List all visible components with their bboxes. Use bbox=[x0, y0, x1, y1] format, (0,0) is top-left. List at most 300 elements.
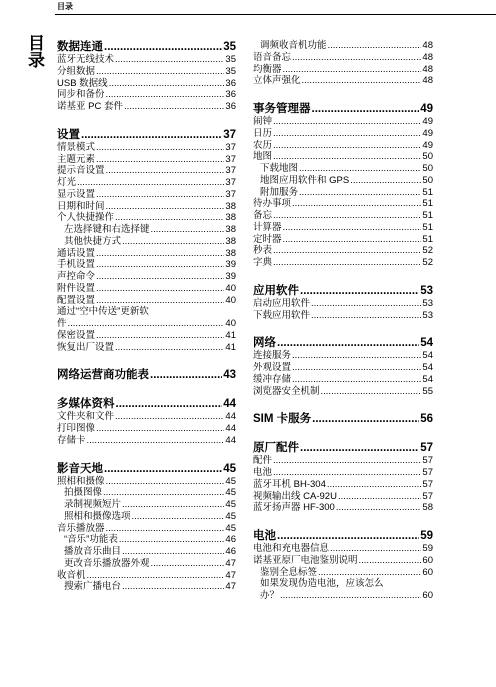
toc-entry-title: 同步和备份 bbox=[57, 89, 105, 101]
toc-dot-leader bbox=[273, 140, 421, 152]
toc-entry-page: 53 bbox=[422, 297, 433, 309]
toc-entry-title: 个人快捷操作 bbox=[57, 212, 115, 224]
toc-entry-title-line: 如果发现伪造电池，应该怎么 bbox=[260, 578, 384, 590]
toc-entry-title: 视频输出线 CA-92U bbox=[253, 490, 337, 502]
page-header-title: 目录 bbox=[57, 2, 73, 11]
toc-dot-leader bbox=[277, 529, 419, 543]
toc-entry[interactable] bbox=[253, 350, 433, 362]
toc-entry-title: 灯光 bbox=[57, 177, 77, 188]
toc-entry-title-line: 通过“空中传送”更新软 bbox=[57, 306, 149, 318]
toc-entry[interactable] bbox=[57, 259, 236, 271]
toc-subentry[interactable] bbox=[57, 511, 236, 523]
toc-dot-leader bbox=[273, 210, 421, 222]
toc-dot-leader bbox=[359, 555, 422, 567]
toc-entry-page: 50 bbox=[422, 174, 433, 186]
toc-dot-leader bbox=[106, 476, 225, 488]
toc-entry-page: 36 bbox=[225, 101, 236, 112]
toc-dot-leader bbox=[299, 163, 421, 175]
toc-entry-page: 39 bbox=[225, 271, 236, 282]
toc-entry-page: 52 bbox=[422, 257, 433, 268]
toc-subentry[interactable] bbox=[57, 546, 236, 558]
toc-entry[interactable] bbox=[57, 342, 236, 354]
toc-subentry[interactable] bbox=[57, 499, 236, 511]
toc-entry-title: 秒表 bbox=[253, 245, 273, 257]
toc-subentry[interactable] bbox=[57, 236, 236, 248]
toc-dot-leader bbox=[273, 257, 421, 269]
toc-entry[interactable] bbox=[57, 165, 236, 177]
toc-dot-leader bbox=[151, 224, 225, 236]
toc-entry-page: 51 bbox=[422, 233, 433, 245]
toc-entry[interactable] bbox=[57, 177, 236, 189]
toc-entry[interactable] bbox=[253, 386, 433, 398]
toc-entry-title: 其他快捷方式 bbox=[64, 235, 122, 247]
toc-dot-leader bbox=[283, 222, 422, 234]
toc-entry-page: 59 bbox=[420, 530, 433, 542]
toc-entry-page: 51 bbox=[422, 221, 433, 233]
toc-entry-title: 诺基亚原厂电池鉴别说明 bbox=[253, 554, 358, 566]
toc-entry-page: 38 bbox=[225, 247, 236, 259]
toc-entry[interactable] bbox=[253, 151, 433, 163]
toc-entry-row bbox=[57, 318, 236, 330]
toc-dot-leader bbox=[124, 101, 224, 113]
toc-entry-title: USB 数据线 bbox=[57, 77, 108, 89]
toc-entry-page: 51 bbox=[422, 210, 433, 221]
toc-entry-page: 53 bbox=[422, 309, 433, 321]
toc-entry-page: 52 bbox=[422, 245, 433, 257]
toc-subentry[interactable] bbox=[253, 163, 433, 175]
toc-entry-title: 定时器 bbox=[253, 233, 282, 245]
toc-entry-title: 蓝牙耳机 BH-304 bbox=[253, 478, 326, 490]
toc-entry-page: 37 bbox=[225, 141, 236, 153]
toc-dot-leader bbox=[328, 40, 422, 52]
toc-entry[interactable] bbox=[57, 523, 236, 535]
toc-entry-page: 55 bbox=[422, 385, 433, 397]
toc-entry-page: 40 bbox=[225, 318, 236, 329]
toc-entry-title: 手机设置 bbox=[57, 259, 96, 271]
toc-entry[interactable] bbox=[57, 271, 236, 283]
toc-section-heading[interactable] bbox=[253, 412, 433, 426]
toc-entry-title: 网络运营商功能表 bbox=[57, 369, 149, 382]
toc-entry-title: SIM 卡服务 bbox=[253, 413, 312, 426]
toc-dot-leader bbox=[122, 499, 224, 511]
toc-dot-leader bbox=[283, 64, 422, 76]
toc-entry-page: 40 bbox=[225, 294, 236, 306]
toc-dot-leader bbox=[321, 386, 422, 398]
toc-entry-title: 存储卡 bbox=[57, 434, 86, 446]
toc-dot-leader bbox=[273, 116, 421, 128]
toc-entry-title: 鉴别全息标签 bbox=[260, 566, 318, 578]
toc-entry-title: 影音天地 bbox=[57, 462, 103, 475]
toc-dot-leader bbox=[292, 350, 421, 362]
toc-entry-title: 搜索广播电台 bbox=[64, 581, 122, 593]
toc-entry-page: 54 bbox=[420, 337, 433, 350]
toc-dot-leader bbox=[273, 128, 421, 140]
toc-entry-page: 49 bbox=[420, 103, 433, 115]
toc-entry[interactable] bbox=[57, 66, 236, 78]
toc-entry[interactable] bbox=[253, 116, 433, 128]
toc-entry-title: 缓冲存储 bbox=[253, 373, 292, 385]
toc-dot-leader bbox=[318, 567, 421, 579]
toc-dot-leader bbox=[119, 534, 225, 546]
toc-entry[interactable] bbox=[253, 210, 433, 222]
toc-entry[interactable] bbox=[57, 295, 236, 307]
toc-entry-title: 计算器 bbox=[253, 221, 282, 233]
toc-subentry[interactable] bbox=[253, 567, 433, 579]
toc-subentry[interactable] bbox=[57, 581, 236, 593]
toc-entry-title: 播放音乐曲目 bbox=[64, 546, 122, 557]
toc-dot-leader bbox=[330, 543, 421, 555]
toc-entry-page: 39 bbox=[225, 259, 236, 271]
toc-entry[interactable] bbox=[57, 142, 236, 154]
toc-entry-title: 蓝牙无线技术 bbox=[57, 54, 115, 65]
toc-dot-leader bbox=[311, 310, 421, 322]
toc-entry[interactable] bbox=[253, 222, 433, 234]
toc-dot-leader bbox=[106, 523, 225, 535]
toc-entry-title: 显示设置 bbox=[57, 188, 96, 200]
toc-entry[interactable] bbox=[253, 555, 433, 567]
toc-dot-leader bbox=[116, 397, 223, 411]
toc-entry-title: 语音备忘 bbox=[253, 51, 292, 63]
toc-dot-leader bbox=[122, 546, 224, 558]
toc-dot-leader bbox=[115, 342, 224, 354]
toc-entry[interactable] bbox=[57, 189, 236, 201]
toc-entry-page: 48 bbox=[422, 75, 433, 87]
toc-entry-title: 网络 bbox=[253, 337, 276, 350]
toc-entry[interactable] bbox=[253, 52, 433, 64]
toc-entry-page: 53 bbox=[420, 284, 433, 297]
toc-entry[interactable] bbox=[57, 306, 236, 330]
toc-entry-title: 均衡器 bbox=[253, 63, 282, 75]
toc-entry[interactable] bbox=[57, 212, 236, 224]
toc-dot-leader bbox=[68, 318, 225, 330]
toc-entry-page: 38 bbox=[225, 200, 236, 212]
toc-entry-page: 37 bbox=[225, 177, 236, 188]
toc-dot-leader bbox=[87, 570, 225, 582]
toc-entry-page: 46 bbox=[225, 546, 236, 557]
toc-entry-title: 地图应用软件和 GPS bbox=[260, 174, 350, 186]
toc-entry-page: 37 bbox=[223, 128, 236, 141]
toc-entry-page: 57 bbox=[422, 490, 433, 502]
toc-entry[interactable] bbox=[57, 54, 236, 66]
toc-entry-page: 38 bbox=[225, 224, 236, 235]
toc-dot-leader bbox=[300, 441, 419, 455]
toc-dot-leader bbox=[292, 362, 421, 374]
toc-entry-page: 45 bbox=[223, 462, 236, 475]
toc-section-heading[interactable] bbox=[253, 441, 433, 455]
toc-entry-title: 浏览器安全机制 bbox=[253, 385, 320, 397]
toc-dot-leader bbox=[106, 201, 225, 213]
toc-entry-page: 48 bbox=[422, 51, 433, 63]
toc-section-heading[interactable] bbox=[253, 336, 433, 350]
toc-dot-leader bbox=[104, 40, 222, 54]
toc-entry[interactable] bbox=[253, 234, 433, 246]
toc-entry[interactable] bbox=[253, 140, 433, 152]
toc-entry-page: 37 bbox=[225, 188, 236, 200]
toc-dot-leader bbox=[96, 423, 224, 435]
sidebar-chapter-label: 目录 bbox=[25, 34, 44, 68]
toc-entry-title: 字典 bbox=[253, 257, 273, 268]
toc-entry-page: 50 bbox=[422, 163, 433, 174]
toc-entry-title: 启动应用软件 bbox=[253, 297, 311, 309]
toc-subentry[interactable] bbox=[57, 487, 236, 499]
toc-entry-title: 事务管理器 bbox=[253, 103, 311, 115]
toc-entry-page: 49 bbox=[422, 127, 433, 139]
toc-entry-page: 41 bbox=[225, 341, 236, 353]
toc-entry-page: 44 bbox=[225, 434, 236, 446]
toc-dot-leader bbox=[81, 128, 222, 142]
toc-dot-leader bbox=[283, 234, 422, 246]
toc-section-heading[interactable] bbox=[253, 284, 433, 298]
toc-entry-page: 51 bbox=[422, 186, 433, 198]
toc-dot-leader bbox=[292, 52, 421, 64]
toc-entry[interactable] bbox=[57, 154, 236, 166]
toc-entry-title: 配置设置 bbox=[57, 294, 96, 306]
toc-entry[interactable] bbox=[57, 330, 236, 342]
toc-entry-page: 60 bbox=[422, 590, 433, 601]
toc-entry[interactable] bbox=[57, 78, 236, 90]
toc-entry-page: 59 bbox=[422, 543, 433, 554]
toc-dot-leader bbox=[96, 330, 224, 342]
toc-entry-page: 49 bbox=[422, 116, 433, 127]
toc-entry[interactable] bbox=[57, 248, 236, 260]
toc-entry[interactable] bbox=[253, 467, 433, 479]
toc-entry-title: 恢复出厂设置 bbox=[57, 341, 115, 353]
toc-section-heading[interactable] bbox=[253, 102, 433, 116]
toc-entry[interactable] bbox=[253, 128, 433, 140]
toc-entry-title: 音乐播放器 bbox=[57, 522, 105, 534]
toc-section-heading[interactable] bbox=[57, 397, 236, 411]
toc-dot-leader bbox=[327, 479, 422, 491]
toc-entry-page: 44 bbox=[225, 423, 236, 434]
toc-entry[interactable] bbox=[253, 543, 433, 555]
toc-entry-page: 36 bbox=[225, 77, 236, 89]
toc-entry-page: 54 bbox=[422, 362, 433, 373]
toc-dot-leader bbox=[300, 284, 419, 298]
toc-entry-title: 打印图像 bbox=[57, 423, 96, 434]
toc-dot-leader bbox=[299, 187, 421, 199]
toc-entry-page: 45 bbox=[225, 522, 236, 534]
toc-dot-leader bbox=[277, 336, 419, 350]
toc-entry-page: 47 bbox=[225, 569, 236, 581]
toc-entry-page: 57 bbox=[420, 442, 433, 455]
toc-section-heading[interactable] bbox=[253, 529, 433, 543]
toc-entry[interactable] bbox=[57, 283, 236, 295]
toc-dot-leader bbox=[115, 411, 224, 423]
toc-right-column bbox=[253, 40, 433, 602]
toc-subentry[interactable] bbox=[57, 224, 236, 236]
toc-entry-title: 连接服务 bbox=[253, 350, 292, 362]
toc-entry-page: 48 bbox=[422, 63, 433, 75]
toc-dot-leader bbox=[311, 298, 421, 310]
toc-entry-title: 备忘 bbox=[253, 210, 273, 221]
header-divider bbox=[55, 14, 496, 15]
toc-dot-leader bbox=[96, 295, 224, 307]
toc-entry-page: 35 bbox=[223, 41, 236, 53]
toc-entry-page: 54 bbox=[422, 350, 433, 362]
toc-dot-leader bbox=[96, 189, 224, 201]
toc-entry-title: 照相和摄像 bbox=[57, 475, 105, 487]
toc-entry-page: 37 bbox=[225, 153, 236, 165]
toc-entry-title: 蓝牙扬声器 HF-300 bbox=[253, 502, 335, 514]
toc-entry-title: 附加服务 bbox=[260, 186, 299, 198]
toc-entry-page: 44 bbox=[223, 398, 236, 411]
toc-entry[interactable] bbox=[253, 491, 433, 503]
toc-entry[interactable] bbox=[57, 570, 236, 582]
toc-dot-leader bbox=[104, 462, 222, 476]
toc-dot-leader bbox=[273, 245, 421, 257]
toc-entry-title: 电池和充电器信息 bbox=[253, 543, 330, 554]
toc-entry-page: 51 bbox=[422, 198, 433, 210]
toc-entry-page: 35 bbox=[225, 54, 236, 65]
toc-entry-page: 50 bbox=[422, 151, 433, 163]
toc-dot-leader bbox=[96, 271, 224, 283]
toc-entry-title: 更改音乐播放器外观 bbox=[64, 557, 150, 569]
toc-dot-leader bbox=[122, 236, 224, 248]
toc-entry-page: 40 bbox=[225, 282, 236, 294]
toc-entry-title: 录制视频短片 bbox=[64, 499, 122, 510]
toc-entry-title: 文件夹和文件 bbox=[57, 411, 115, 423]
toc-entry-page: 38 bbox=[225, 235, 236, 247]
toc-entry-title: 待办事项 bbox=[253, 198, 292, 210]
toc-entry-title: 数据连通 bbox=[57, 41, 103, 53]
toc-entry-title: “音乐”功能表 bbox=[64, 534, 118, 546]
toc-entry-page: 37 bbox=[225, 165, 236, 177]
toc-dot-leader bbox=[96, 66, 224, 78]
toc-subentry[interactable] bbox=[253, 175, 433, 187]
toc-entry[interactable] bbox=[253, 502, 433, 514]
toc-entry-title: 分组数据 bbox=[57, 65, 96, 77]
toc-entry-page: 60 bbox=[422, 566, 433, 578]
toc-subentry[interactable] bbox=[57, 558, 236, 570]
toc-entry-page: 45 bbox=[225, 475, 236, 487]
toc-dot-leader bbox=[122, 581, 224, 593]
toc-entry-title: 办？ bbox=[260, 590, 280, 601]
toc-dot-leader bbox=[96, 248, 224, 260]
toc-dot-leader bbox=[106, 89, 225, 101]
toc-entry-page: 56 bbox=[420, 413, 433, 426]
toc-entry-title: 拍摄图像 bbox=[64, 487, 103, 499]
toc-entry-title: 调频收音机功能 bbox=[260, 40, 327, 51]
toc-dot-leader bbox=[87, 435, 225, 447]
toc-entry-page: 48 bbox=[422, 40, 433, 51]
toc-entry[interactable] bbox=[253, 75, 433, 87]
toc-dot-leader bbox=[150, 368, 222, 382]
toc-dot-leader bbox=[109, 78, 225, 90]
toc-section-heading[interactable] bbox=[57, 128, 236, 142]
toc-entry[interactable] bbox=[253, 198, 433, 210]
toc-subentry[interactable] bbox=[253, 40, 433, 52]
toc-entry-page: 57 bbox=[422, 467, 433, 478]
toc-entry[interactable] bbox=[57, 89, 236, 101]
toc-entry-title: 日历 bbox=[253, 127, 273, 139]
toc-subentry[interactable] bbox=[253, 187, 433, 199]
toc-entry-title: 农历 bbox=[253, 139, 273, 151]
toc-dot-leader bbox=[338, 491, 421, 503]
toc-entry[interactable] bbox=[253, 374, 433, 386]
toc-entry[interactable] bbox=[57, 423, 236, 435]
toc-entry[interactable] bbox=[57, 435, 236, 447]
toc-section-heading[interactable] bbox=[57, 40, 236, 54]
toc-dot-leader bbox=[96, 283, 224, 295]
toc-left-column bbox=[57, 40, 236, 593]
toc-entry[interactable] bbox=[253, 245, 433, 257]
toc-entry-title: 照相和摄像选项 bbox=[64, 510, 131, 522]
toc-entry[interactable] bbox=[253, 578, 433, 602]
toc-section-heading[interactable] bbox=[57, 462, 236, 476]
toc-entry[interactable] bbox=[253, 310, 433, 322]
toc-entry-page: 35 bbox=[225, 65, 236, 77]
toc-entry-page: 45 bbox=[225, 499, 236, 510]
toc-entry-title: 情景模式 bbox=[57, 141, 96, 153]
toc-dot-leader bbox=[292, 198, 421, 210]
toc-dot-leader bbox=[96, 154, 224, 166]
toc-entry[interactable] bbox=[253, 362, 433, 374]
toc-subentry[interactable] bbox=[57, 534, 236, 546]
toc-entry-title: 应用软件 bbox=[253, 284, 299, 297]
toc-entry[interactable] bbox=[253, 455, 433, 467]
toc-dot-leader bbox=[103, 487, 224, 499]
toc-entry-title: 通话设置 bbox=[57, 247, 96, 259]
toc-dot-leader bbox=[273, 467, 421, 479]
toc-dot-leader bbox=[115, 212, 224, 224]
toc-dot-leader bbox=[77, 177, 224, 189]
toc-entry-page: 57 bbox=[422, 455, 433, 467]
toc-entry-row bbox=[260, 590, 433, 602]
toc-dot-leader bbox=[96, 259, 224, 271]
toc-entry-page: 58 bbox=[422, 502, 433, 514]
toc-dot-leader bbox=[151, 558, 225, 570]
toc-dot-leader bbox=[273, 151, 421, 163]
toc-entry-page: 43 bbox=[223, 369, 236, 382]
toc-dot-leader bbox=[132, 511, 225, 523]
toc-section-heading[interactable] bbox=[57, 368, 236, 382]
toc-entry[interactable] bbox=[57, 411, 236, 423]
toc-dot-leader bbox=[292, 374, 421, 386]
toc-entry-title: 设置 bbox=[57, 128, 80, 141]
toc-dot-leader bbox=[106, 165, 225, 177]
toc-entry[interactable] bbox=[57, 201, 236, 213]
toc-entry-page: 45 bbox=[225, 487, 236, 499]
toc-entry-title: 多媒体资料 bbox=[57, 398, 115, 411]
toc-entry-title: 左选择键和右选择键 bbox=[64, 224, 150, 235]
toc-entry-page: 47 bbox=[225, 557, 236, 569]
toc-entry-title: 立体声强化 bbox=[253, 75, 301, 87]
toc-entry[interactable] bbox=[253, 257, 433, 269]
toc-dot-leader bbox=[312, 102, 420, 116]
toc-entry[interactable] bbox=[253, 64, 433, 76]
toc-entry[interactable] bbox=[253, 479, 433, 491]
toc-entry-title: 收音机 bbox=[57, 569, 86, 581]
toc-entry-title: 诺基亚 PC 套件 bbox=[57, 101, 123, 112]
toc-entry-title: 声控命令 bbox=[57, 271, 96, 282]
toc-entry-title: 闹钟 bbox=[253, 116, 273, 127]
toc-entry-title: 主题元素 bbox=[57, 153, 96, 165]
toc-entry-title: 配件 bbox=[253, 455, 273, 467]
toc-entry-title: 下载地图 bbox=[260, 163, 299, 174]
toc-entry-page: 46 bbox=[225, 534, 236, 546]
toc-entry[interactable] bbox=[253, 298, 433, 310]
toc-entry-title: 外观设置 bbox=[253, 362, 292, 373]
toc-entry[interactable] bbox=[57, 476, 236, 488]
toc-entry-title: 下载应用软件 bbox=[253, 309, 311, 321]
toc-dot-leader bbox=[96, 142, 224, 154]
toc-entry[interactable] bbox=[57, 101, 236, 113]
toc-dot-leader bbox=[273, 455, 421, 467]
toc-entry-page: 60 bbox=[422, 554, 433, 566]
toc-entry-page: 44 bbox=[225, 411, 236, 423]
toc-entry-page: 41 bbox=[225, 329, 236, 341]
toc-entry-title: 电池 bbox=[253, 467, 273, 478]
